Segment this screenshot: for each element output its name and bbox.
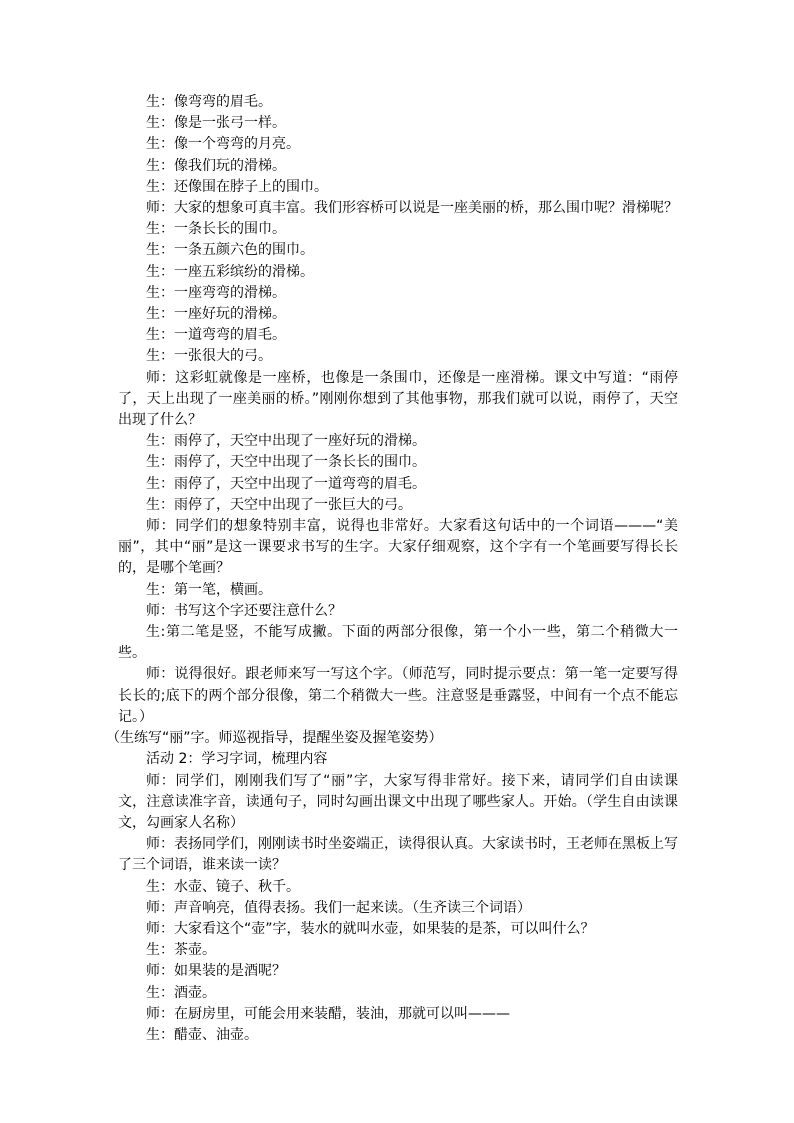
paragraph: 生：雨停了，天空中出现了一道弯弯的眉毛。: [146, 475, 426, 492]
paragraph: 生：一条长长的围巾。: [146, 221, 286, 238]
paragraph: 生：一座好玩的滑梯。: [146, 306, 286, 323]
paragraph: 生：一座五彩缤纷的滑梯。: [146, 263, 314, 280]
paragraph: 生：像弯弯的眉毛。: [146, 94, 272, 110]
paragraph: 师：表扬同学们，刚刚读书时坐姿端正，读得很认真。大家读书时，王老师在黑板上写了三个词语，谁来读一读？: [118, 836, 678, 874]
paragraph: 生:第二笔是竖，不能写成撇。下面的两部分很像，第一个小一些，第二个稍微大一些。: [118, 624, 678, 662]
paragraph: 师：大家的想象可真丰富。我们形容桥可以说是一座美丽的桥，那么围巾呢？滑梯呢？: [146, 200, 678, 217]
section-heading: 活动 2：学习字词，梳理内容: [146, 751, 328, 768]
paragraph: 生：一座弯弯的滑梯。: [146, 284, 286, 301]
document-page: [106, 92, 678, 1046]
paragraph: 生：第一笔，横画。: [146, 581, 272, 598]
paragraph: 师：声音响亮，值得表扬。我们一起来读。（生齐读三个词语）: [146, 899, 531, 916]
paragraph: 师：同学们，刚刚我们写了“丽”字，大家写得非常好。接下来，请同学们自由读课文，注意读准字音，读通句子，同时勾画出课文中出现了哪些家人。开始。（学生自由读课文，勾画家人名称）: [118, 772, 678, 831]
paragraph: 生：一条五颜六色的围巾。: [146, 242, 314, 259]
paragraph: 师：在厨房里，可能会用来装醋，装油，那就可以叫———: [146, 1005, 510, 1022]
paragraph: 生：雨停了，天空中出现了一条长长的围巾。: [146, 454, 426, 471]
paragraph: 生：醋壶、油壶。: [146, 1026, 258, 1043]
paragraph: 生：像一个弯弯的月亮。: [146, 136, 300, 153]
paragraph: 生：雨停了，天空中出现了一张巨大的弓。: [146, 496, 412, 513]
paragraph: 生：一张很大的弓。: [146, 348, 272, 365]
paragraph: （生练写“丽”字。师巡视指导，提醒坐姿及握笔姿势）: [106, 730, 443, 747]
paragraph: 生：水壶、镜子、秋千。: [146, 878, 300, 895]
paragraph: 师：这彩虹就像是一座桥，也像是一条围巾，还像是一座滑梯。课文中写道：“雨停了，天上出现了一座美丽的桥。”刚刚你想到了其他事物，那我们就可以说，雨停了，天空出现了什么？: [118, 369, 678, 429]
paragraph: 师：如果装的是酒呢？: [146, 963, 286, 980]
paragraph: 生：像我们玩的滑梯。: [146, 157, 286, 174]
paragraph: 生：像是一张弓一样。: [146, 115, 286, 132]
paragraph: 师：同学们的想象特别丰富，说得也非常好。大家看这句话中的一个词语———“美丽”，其中“丽”是这一课要求书写的生字。大家仔细观察，这个字有一个笔画要写得长长的，是哪个笔画？: [118, 518, 678, 577]
paragraph: 师：说得很好。跟老师来写一写这个字。（师范写，同时提示要点：第一笔一定要写得长长的;底下的两个部分很像，第二个稍微大一些。注意竖是垂露竖，中间有一个点不能忘记。）: [118, 666, 678, 725]
paragraph: 生：雨停了，天空中出现了一座好玩的滑梯。: [146, 433, 426, 450]
paragraph: 生：还像围在脖子上的围巾。: [146, 178, 328, 195]
paragraph: 师：大家看这个“壶”字，装水的就叫水壶，如果装的是茶，可以叫什么？: [146, 920, 595, 937]
paragraph: 生：酒壶。: [146, 984, 216, 1001]
paragraph: 生：一道弯弯的眉毛。: [146, 327, 286, 344]
paragraph: 师：书写这个字还要注意什么？: [146, 602, 342, 619]
paragraph: 生：茶壶。: [146, 942, 216, 959]
